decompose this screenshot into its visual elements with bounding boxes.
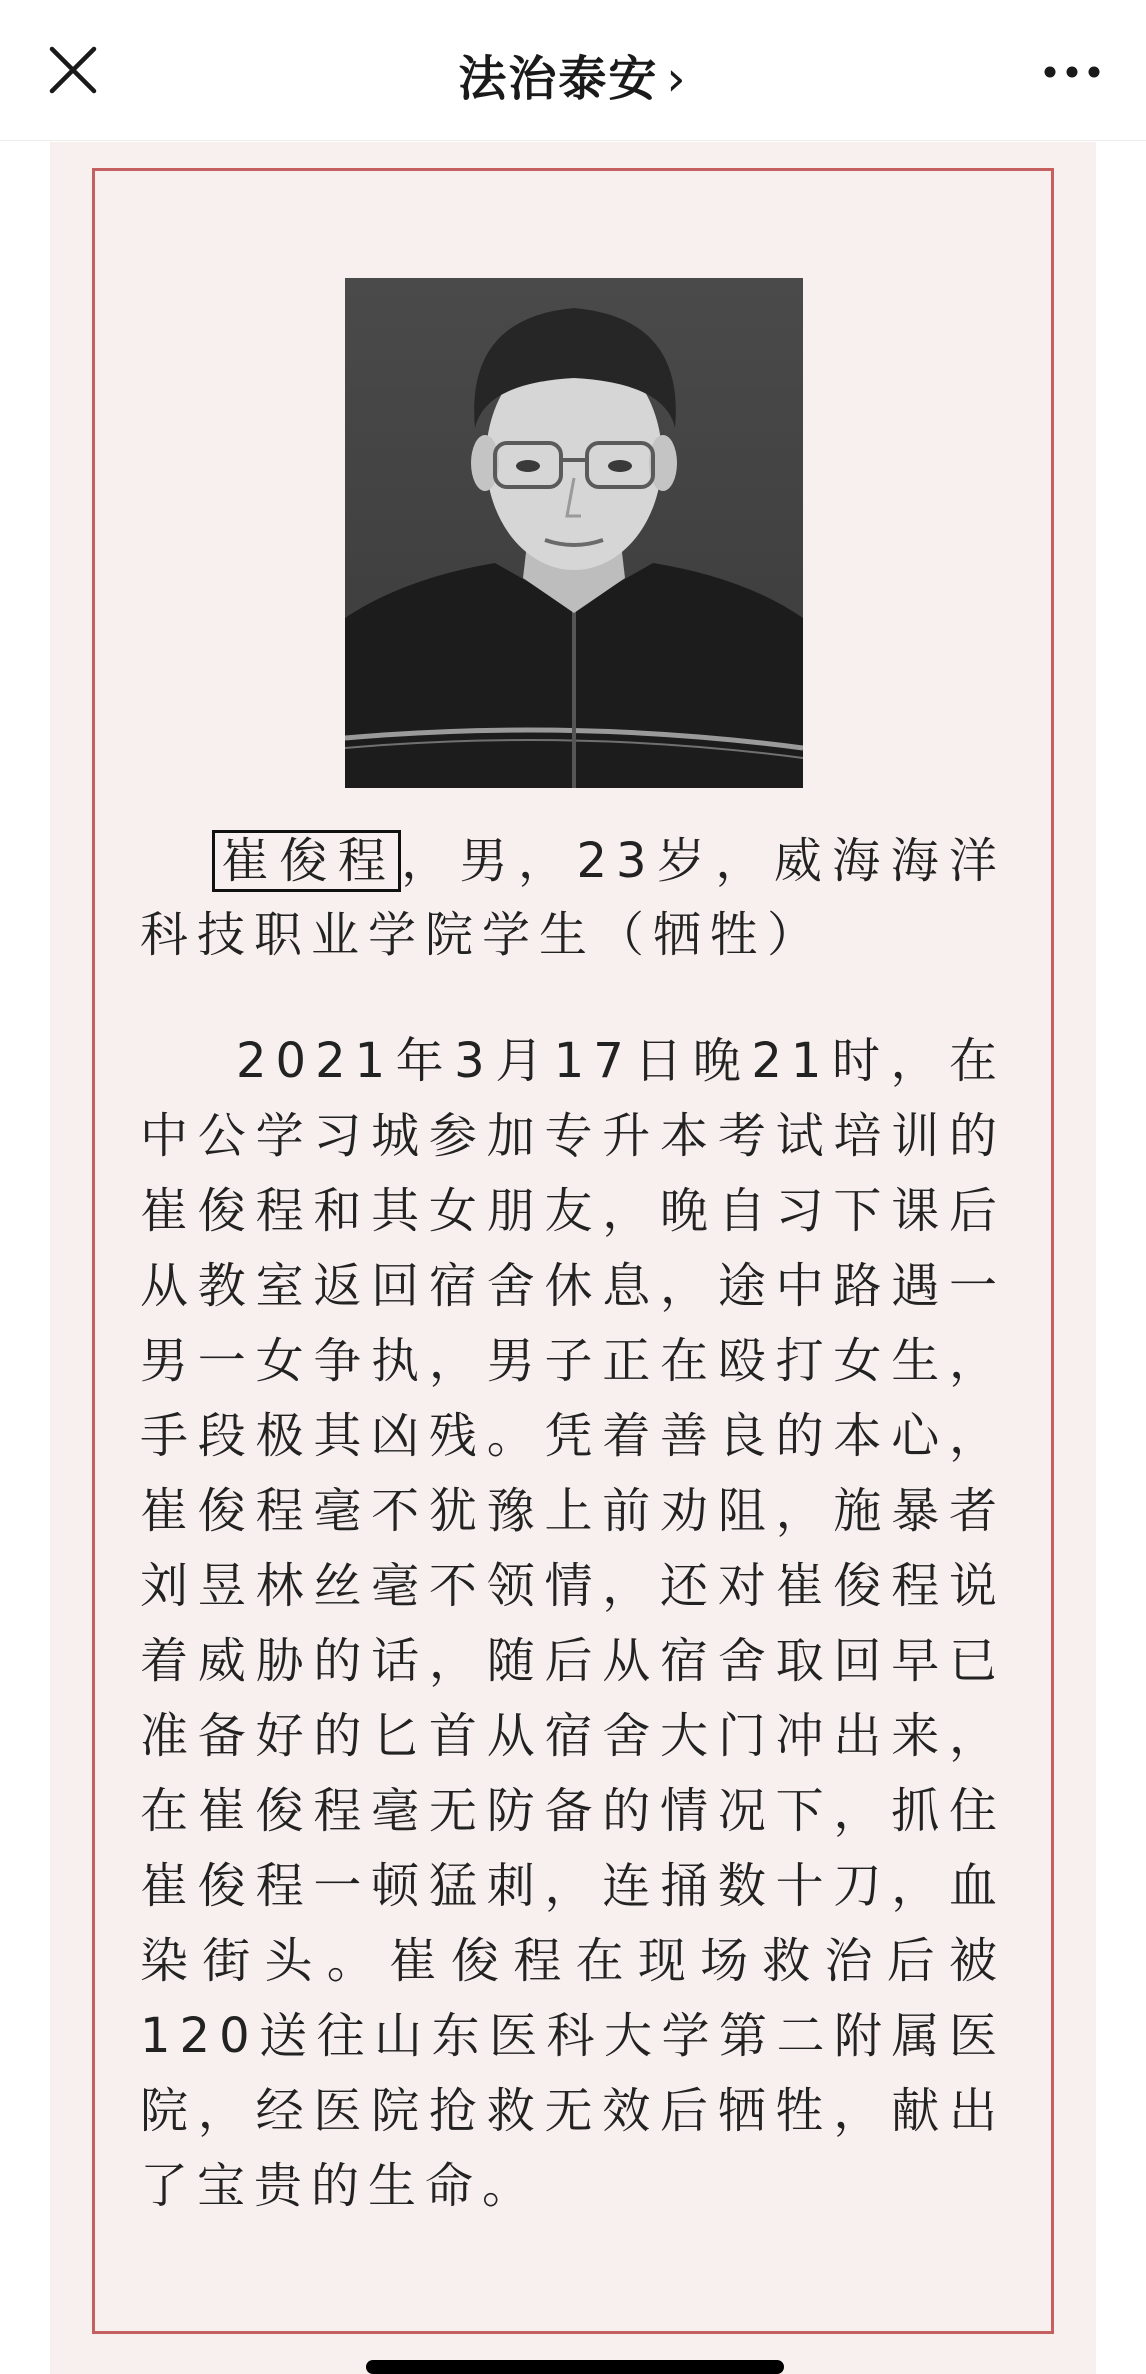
account-name: 法治泰安 [458,51,659,107]
article-body-paragraph: 2021年3月17日晚21时，在中公学习城参加专升本考试培训的崔俊程和其女朋友，晚自习下课后从教室返回宿舍休息，途中路遇一男一女争执，男子正在殴打女生，手段极其凶残。凭着善良的本心，崔俊程毫不犹豫上前劝阻，施暴者刘昱林丝毫不领情，还对崔俊程说着威胁的话，随后从宿舍取回早已准备好的匕首从宿舍大门冲出来，在崔俊程毫无防备的情况下，抓住崔俊程一顿猛刺，连捅数十刀，血染街头。崔俊程在现场救治后被120送往山东医科大学第二附属医院，经医院抢救无效后牺牲，献出了宝贵的生命。 [140,1033,1006,2214]
more-dots-icon[interactable] [1042,52,1102,92]
top-nav-bar [0,0,1146,141]
person-details: ，男，23岁，威海海洋科技职业学院学生（牺牲） [140,833,1006,963]
portrait-photo [345,278,803,788]
person-name-boxed: 崔俊程 [212,830,401,892]
home-indicator[interactable] [366,2360,784,2374]
person-caption [140,824,1006,972]
chevron-right-icon: › [666,51,688,107]
account-title-link[interactable] [0,40,1146,109]
